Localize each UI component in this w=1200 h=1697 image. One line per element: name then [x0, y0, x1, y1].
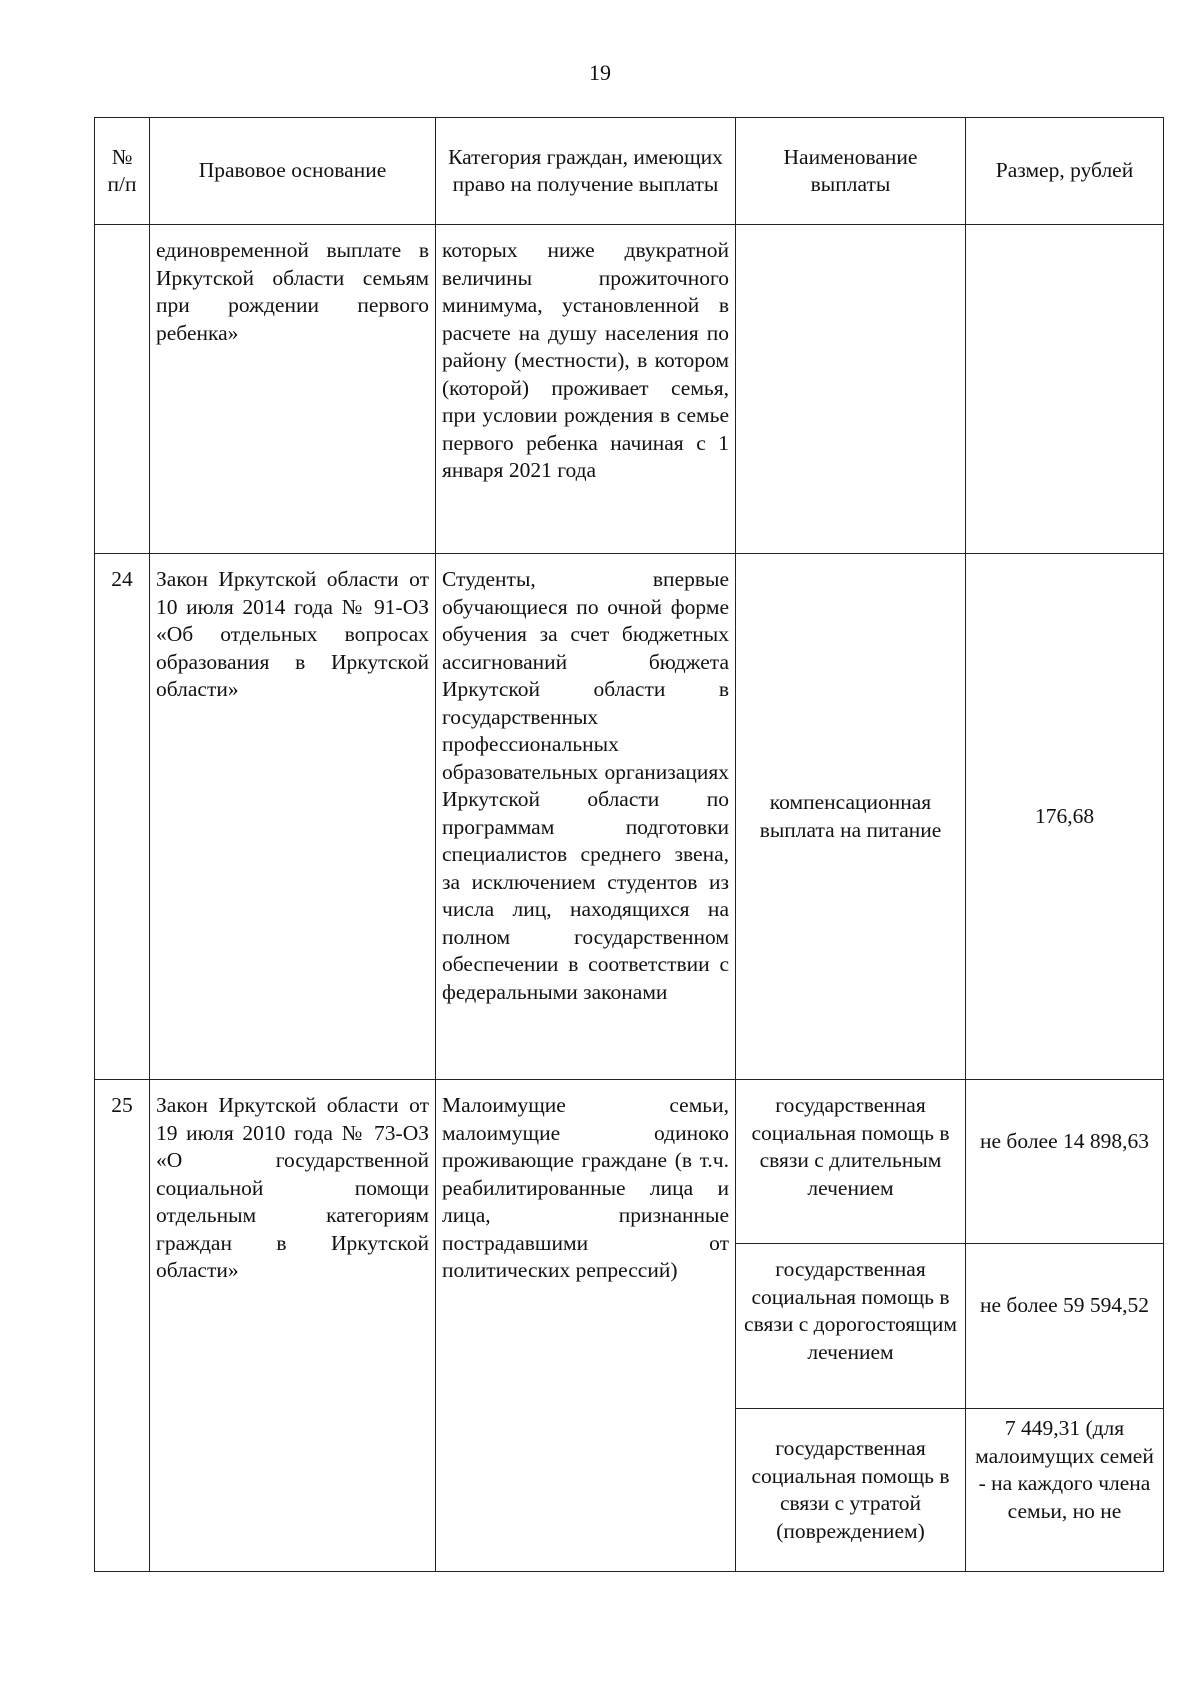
cell-category: Студенты, впервые обучающиеся по очной форме обучения за счет бюджетных ассигнований бюджета Иркутской области в государственных профессиональных образовательных организациях Иркутской области по программам подготовки специалистов среднего звена, за исключением студентов из числа лиц, находящихся на полном государственном обеспечении в соответствии с федеральными законами	[436, 554, 736, 1080]
cell-payment-name: государственная социальная помощь в связи с дорогостоящим лечением	[736, 1244, 966, 1409]
cell-amount	[966, 225, 1164, 554]
cell-number	[95, 225, 150, 554]
table-row-25	[95, 1080, 1164, 1244]
cell-category: которых ниже двукратной величины прожиточного минимума, установленной в расчете на душу населения по району (местности), в котором (которой) проживает семья, при условии рождения в семье первого ребенка начиная с 1 января 2021 года	[436, 225, 736, 554]
cell-amount: не более 59 594,52	[966, 1244, 1164, 1409]
header-number: № п/п	[95, 118, 150, 225]
page-number: 19	[589, 60, 611, 85]
cell-payment-name	[736, 225, 966, 554]
header-amount: Размер, рублей	[966, 118, 1164, 225]
cell-number: 24	[95, 554, 150, 1080]
cell-amount: 176,68	[966, 554, 1164, 1080]
cell-amount: 7 449,31 (для малоимущих семей - на каждого члена семьи, но не	[966, 1409, 1164, 1572]
cell-category: Малоимущие семьи, малоимущие одиноко проживающие граждане (в т.ч. реабилитированные лица и лица, признанные пострадавшими от политических репрессий)	[436, 1080, 736, 1572]
header-payment-name: Наименование выплаты	[736, 118, 966, 225]
table-header-row	[95, 118, 1164, 225]
cell-payment-name: государственная социальная помощь в связи с длительным лечением	[736, 1080, 966, 1244]
table-row-24	[95, 554, 1164, 1080]
cell-number: 25	[95, 1080, 150, 1572]
cell-payment-name: компенсационная выплата на питание	[736, 554, 966, 1080]
cell-amount: не более 14 898,63	[966, 1080, 1164, 1244]
cell-legal-basis: Закон Иркутской области от 19 июля 2010 года № 73-ОЗ «О государственной социальной помощи отдельным категориям граждан в Иркутской области»	[150, 1080, 436, 1572]
cell-legal-basis: Закон Иркутской области от 10 июля 2014 года № 91-ОЗ «Об отдельных вопросах образования в Иркутской области»	[150, 554, 436, 1080]
cell-legal-basis: единовременной выплате в Иркутской области семьям при рождении первого ребенка»	[150, 225, 436, 554]
cell-payment-name: государственная социальная помощь в связи с утратой (повреждением)	[736, 1409, 966, 1572]
table-row-continuation	[95, 225, 1164, 554]
header-category: Категория граждан, имеющих право на получение выплаты	[436, 118, 736, 225]
header-legal-basis: Правовое основание	[150, 118, 436, 225]
benefits-table	[94, 117, 1164, 1572]
